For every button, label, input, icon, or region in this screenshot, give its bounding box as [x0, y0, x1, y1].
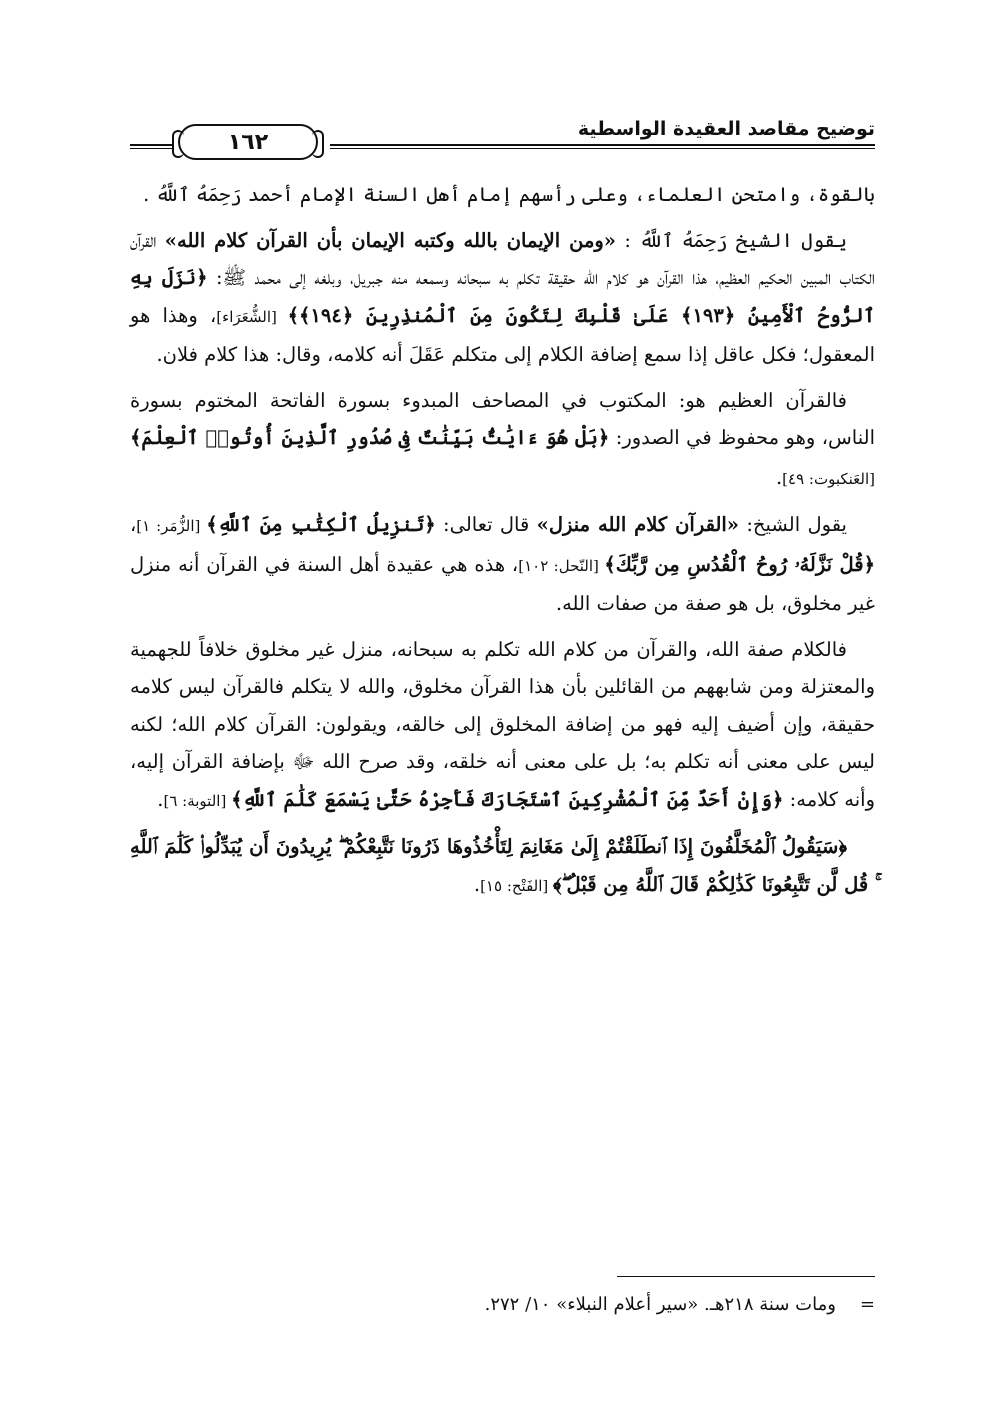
paragraph-text: يقول الشيخ رَحِمَهُ ٱللَّهُ : [616, 228, 847, 252]
body-paragraph [130, 222, 875, 374]
paragraph-text: يقول الشيخ: [739, 513, 847, 536]
paragraph-text: . [157, 787, 164, 811]
quoted-matn: «ومن الإيمان بالله وكتبه الإيمان بأن القرآن كلام الله» [164, 228, 616, 252]
page-number: ١٦٢ [227, 129, 269, 155]
header-rule-right [330, 144, 875, 149]
paragraph-text: قال تعالى: [435, 513, 537, 536]
header-rule-left [130, 144, 172, 149]
page-body [130, 176, 875, 913]
body-paragraph [130, 828, 875, 905]
quran-verse: ﴿وَإِنْ أَحَدٌ مِّنَ ٱلْمُشْرِكِينَ ٱسْتَجَارَكَ فَأَجِرْهُ حَتَّىٰ يَسْمَعَ كَلَٰمَ ٱللَّهِ﴾ [231, 787, 784, 811]
paragraph-text: . [775, 465, 783, 489]
paragraph-text: القرآن الكتاب المبين الحكيم العظيم، هذا القرآن هو كلام الله حقيقة تكلم به سبحانه وسمعه منه جبريل، وبلغه إلى محمد ﷺ: [130, 228, 876, 289]
body-paragraph [130, 382, 875, 499]
quran-verse: ﴿قُلْ نَزَّلَهُۥ رُوحُ ٱلْقُدُسِ مِن رَّبِّكَ﴾ [604, 552, 875, 576]
quran-verse: ﴿بَلْ هُوَ ءَايَٰتٌۢ بَيِّنَٰتٌ فِى صُدُورِ ٱلَّذِينَ أُوتُوا۟ ٱلْعِلْمَ﴾ [130, 426, 610, 449]
verse-reference: [التوبة: ٦] [163, 791, 232, 810]
body-paragraph [130, 506, 875, 623]
paragraph-text: ، هذه هي عقيدة أهل السنة في القرآن أنه منزل غير مخلوق، بل هو صفة من صفات الله. [130, 552, 875, 615]
verse-reference: [العَنكبوت: ٤٩] [782, 469, 875, 488]
footnote-text: ومات سنة ٢١٨هـ. «سير أعلام النبلاء» ١٠/ ٢٧٢. [484, 1294, 836, 1315]
page-header [130, 108, 875, 156]
verse-reference: [الشُّعَرَاء] [216, 307, 288, 326]
body-paragraph [130, 631, 875, 821]
running-title: توضيح مقاصد العقيدة الواسطية [577, 118, 875, 140]
quran-verse: ﴿نَزَلَ بِهِ ٱلرُّوحُ ٱلْأَمِينُ ﴿١٩٣﴾ عَلَىٰ قَلْبِكَ لِتَكُونَ مِنَ ٱلْمُنذِرِينَ ﴿١٩٤﴾﴾ [130, 266, 876, 327]
body-paragraph [130, 176, 875, 214]
paragraph-text: ، [130, 513, 137, 536]
footnote-marker: = [859, 1294, 875, 1315]
paragraph-text: فالقرآن العظيم هو: المكتوب في المصاحف المبدوء بسورة الفاتحة المختوم بسورة الناس، وهو محفوظ في الصدور: [130, 388, 875, 449]
paragraph-text: . [473, 872, 481, 896]
paragraph-text: ، وهذا هو المعقول؛ فكل عاقل إذا سمع إضافة الكلام إلى متكلم عَقَلَ أنه كلامه، وقال: هذا كلام فلان. [130, 303, 875, 366]
quoted-matn: «القرآن كلام الله منزل» [536, 513, 739, 536]
quran-verse: ﴿تَنزِيلُ ٱلْكِتَٰبِ مِنَ ٱللَّهِ﴾ [206, 513, 436, 536]
verse-reference: [الزُّمَر: ١] [136, 517, 207, 535]
page-number-badge [178, 124, 318, 160]
paragraph-text: فالكلام صفة الله، والقرآن من كلام الله تكلم به سبحانه، منزل غير مخلوق خلافاً للجهمية والمعتزلة ومن شابههم من القائلين بأن هذا القرآن مخلوق، والله لا يتكلم فالقرآن ليس كلامه حقيقة، وإن أضيف إليه فهو من إضافة المخلوق إلى خالقه، ويقولون: القرآن كلام الله؛ لكنه ليس على معنى أنه تكلم به؛ بل على معنى أنه خلقه، وقد صرح الله ﷻ بإضافة القرآن إليه، وأنه كلامه: [130, 637, 875, 811]
verse-reference: [النّحل: ١٠٢] [518, 556, 605, 575]
verse-reference: [الفَتْح: ١٥] [480, 876, 554, 895]
footnote [130, 1290, 875, 1320]
footnote-separator [617, 1276, 875, 1277]
paragraph-text: بالقوة، وامتحن العلماء، وعلى رأسهم إمام أهل السنة الإمام أحمد رَحِمَهُ ٱللَّهُ . [143, 183, 875, 206]
quran-verse: ﴿سَيَقُولُ ٱلْمُخَلَّفُونَ إِذَا ٱنطَلَقْتُمْ إِلَىٰ مَغَانِمَ لِتَأْخُذُوهَا ذَرُونَا نَتَّبِعْكُمْ ۖ يُرِيدُونَ أَن يُبَدِّلُوا۟ كَلَٰمَ ٱللَّهِ ۚ قُل لَّن تَتَّبِعُونَا كَذَٰلِكُمْ قَالَ ٱللَّهُ مِن قَبْلُ ۖ﴾ [130, 835, 875, 896]
